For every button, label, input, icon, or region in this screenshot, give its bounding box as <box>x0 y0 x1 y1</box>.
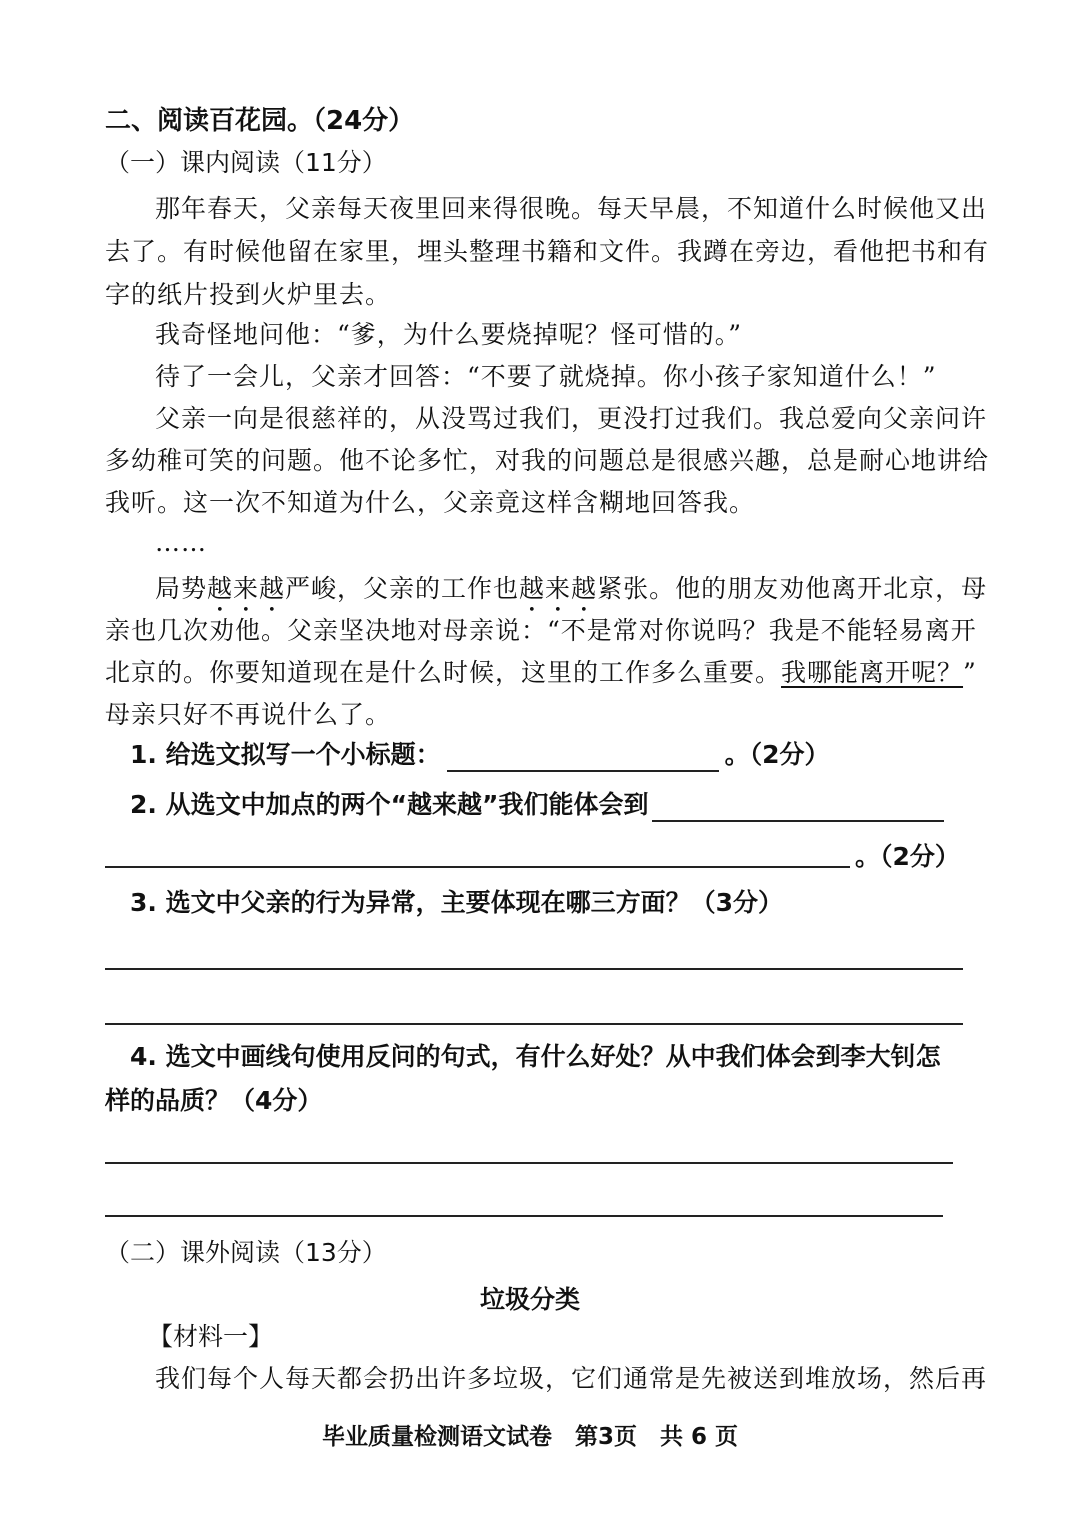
passage-text: 北京的。你要知道现在是什么时候，这里的工作多么重要。 <box>105 658 782 687</box>
passage-text: 严峻，父亲的工作也 <box>285 574 520 603</box>
question-1 <box>130 738 830 772</box>
page-footer: 毕业质量检测语文试卷 第3页 共 6 页 <box>321 1424 739 1450</box>
passage-p5-line1 <box>155 572 987 618</box>
question-2-text: 2. 从选文中加点的两个“越来越”我们能体会到 <box>130 790 649 819</box>
material-line1: 我们每个人每天都会扔出许多垃圾，它们通常是先被送到堆放场，然后再 <box>155 1364 988 1393</box>
question-4-answer-line-2[interactable] <box>105 1215 943 1217</box>
passage-p5-line4: 母亲只好不再说什么了。 <box>105 700 392 729</box>
question-3-answer-line-1[interactable] <box>105 968 963 970</box>
article-title: 垃圾分类 <box>479 1285 580 1314</box>
question-1-text: 1. 给选文拟写一个小标题： <box>130 740 441 769</box>
question-2-answer-line[interactable] <box>105 866 850 868</box>
passage-text: ” <box>963 658 977 687</box>
question-1-answer-blank[interactable] <box>447 744 719 772</box>
passage-p5-line3 <box>105 656 977 690</box>
underlined-sentence: 我哪能离开呢？ <box>781 658 964 687</box>
passage-p1-line1: 那年春天，父亲每天夜里回来得很晚。每天早晨，不知道什么时候他又出 <box>155 194 988 223</box>
passage-text: 紧张。他的朋友劝他离开北京，母 <box>597 574 988 603</box>
part2-heading: （二）课外阅读（13分） <box>105 1238 387 1267</box>
emphasized-phrase: 越来越 <box>519 574 598 603</box>
part1-heading: （一）课内阅读（11分） <box>105 148 387 177</box>
question-1-points: 。（2分） <box>724 740 830 769</box>
question-4-line2: 样的品质？（4分） <box>105 1086 323 1115</box>
question-3: 3. 选文中父亲的行为异常，主要体现在哪三方面？（3分） <box>130 888 783 917</box>
question-2-points: 。（2分） <box>855 842 960 871</box>
material-label: 【材料一】 <box>148 1322 274 1351</box>
passage-p4-line1: 父亲一向是很慈祥的，从没骂过我们，更没打过我们。我总爱向父亲问许 <box>155 404 988 433</box>
emphasized-phrase: 越来越 <box>207 574 286 603</box>
passage-p4-line2: 多幼稚可笑的问题。他不论多忙，对我的问题总是很感兴趣，总是耐心地讲给 <box>105 446 990 475</box>
section-heading: 二、阅读百花园。（24分） <box>105 106 415 136</box>
passage-ellipsis: …… <box>155 528 207 557</box>
question-2-answer-blank[interactable] <box>652 794 944 822</box>
passage-p1-line2: 去了。有时候他留在家里，埋头整理书籍和文件。我蹲在旁边，看他把书和有 <box>105 237 990 266</box>
passage-p3: 待了一会儿，父亲才回答：“不要了就烧掉。你小孩子家知道什么！” <box>155 362 937 391</box>
passage-p5-line2: 亲也几次劝他。父亲坚决地对母亲说：“不是常对你说吗？我是不能轻易离开 <box>105 616 977 645</box>
question-3-answer-line-2[interactable] <box>105 1023 963 1025</box>
passage-p4-line3: 我听。这一次不知道为什么，父亲竟这样含糊地回答我。 <box>105 488 756 517</box>
question-2 <box>130 788 944 822</box>
question-4-answer-line-1[interactable] <box>105 1162 953 1164</box>
passage-text: 局势 <box>155 574 208 603</box>
question-4-line1: 4. 选文中画线句使用反问的句式，有什么好处？从中我们体会到李大钊怎 <box>130 1042 941 1071</box>
passage-p2: 我奇怪地问他：“爹，为什么要烧掉呢？怪可惜的。” <box>155 320 743 349</box>
passage-p1-line3: 字的纸片投到火炉里去。 <box>105 280 392 309</box>
